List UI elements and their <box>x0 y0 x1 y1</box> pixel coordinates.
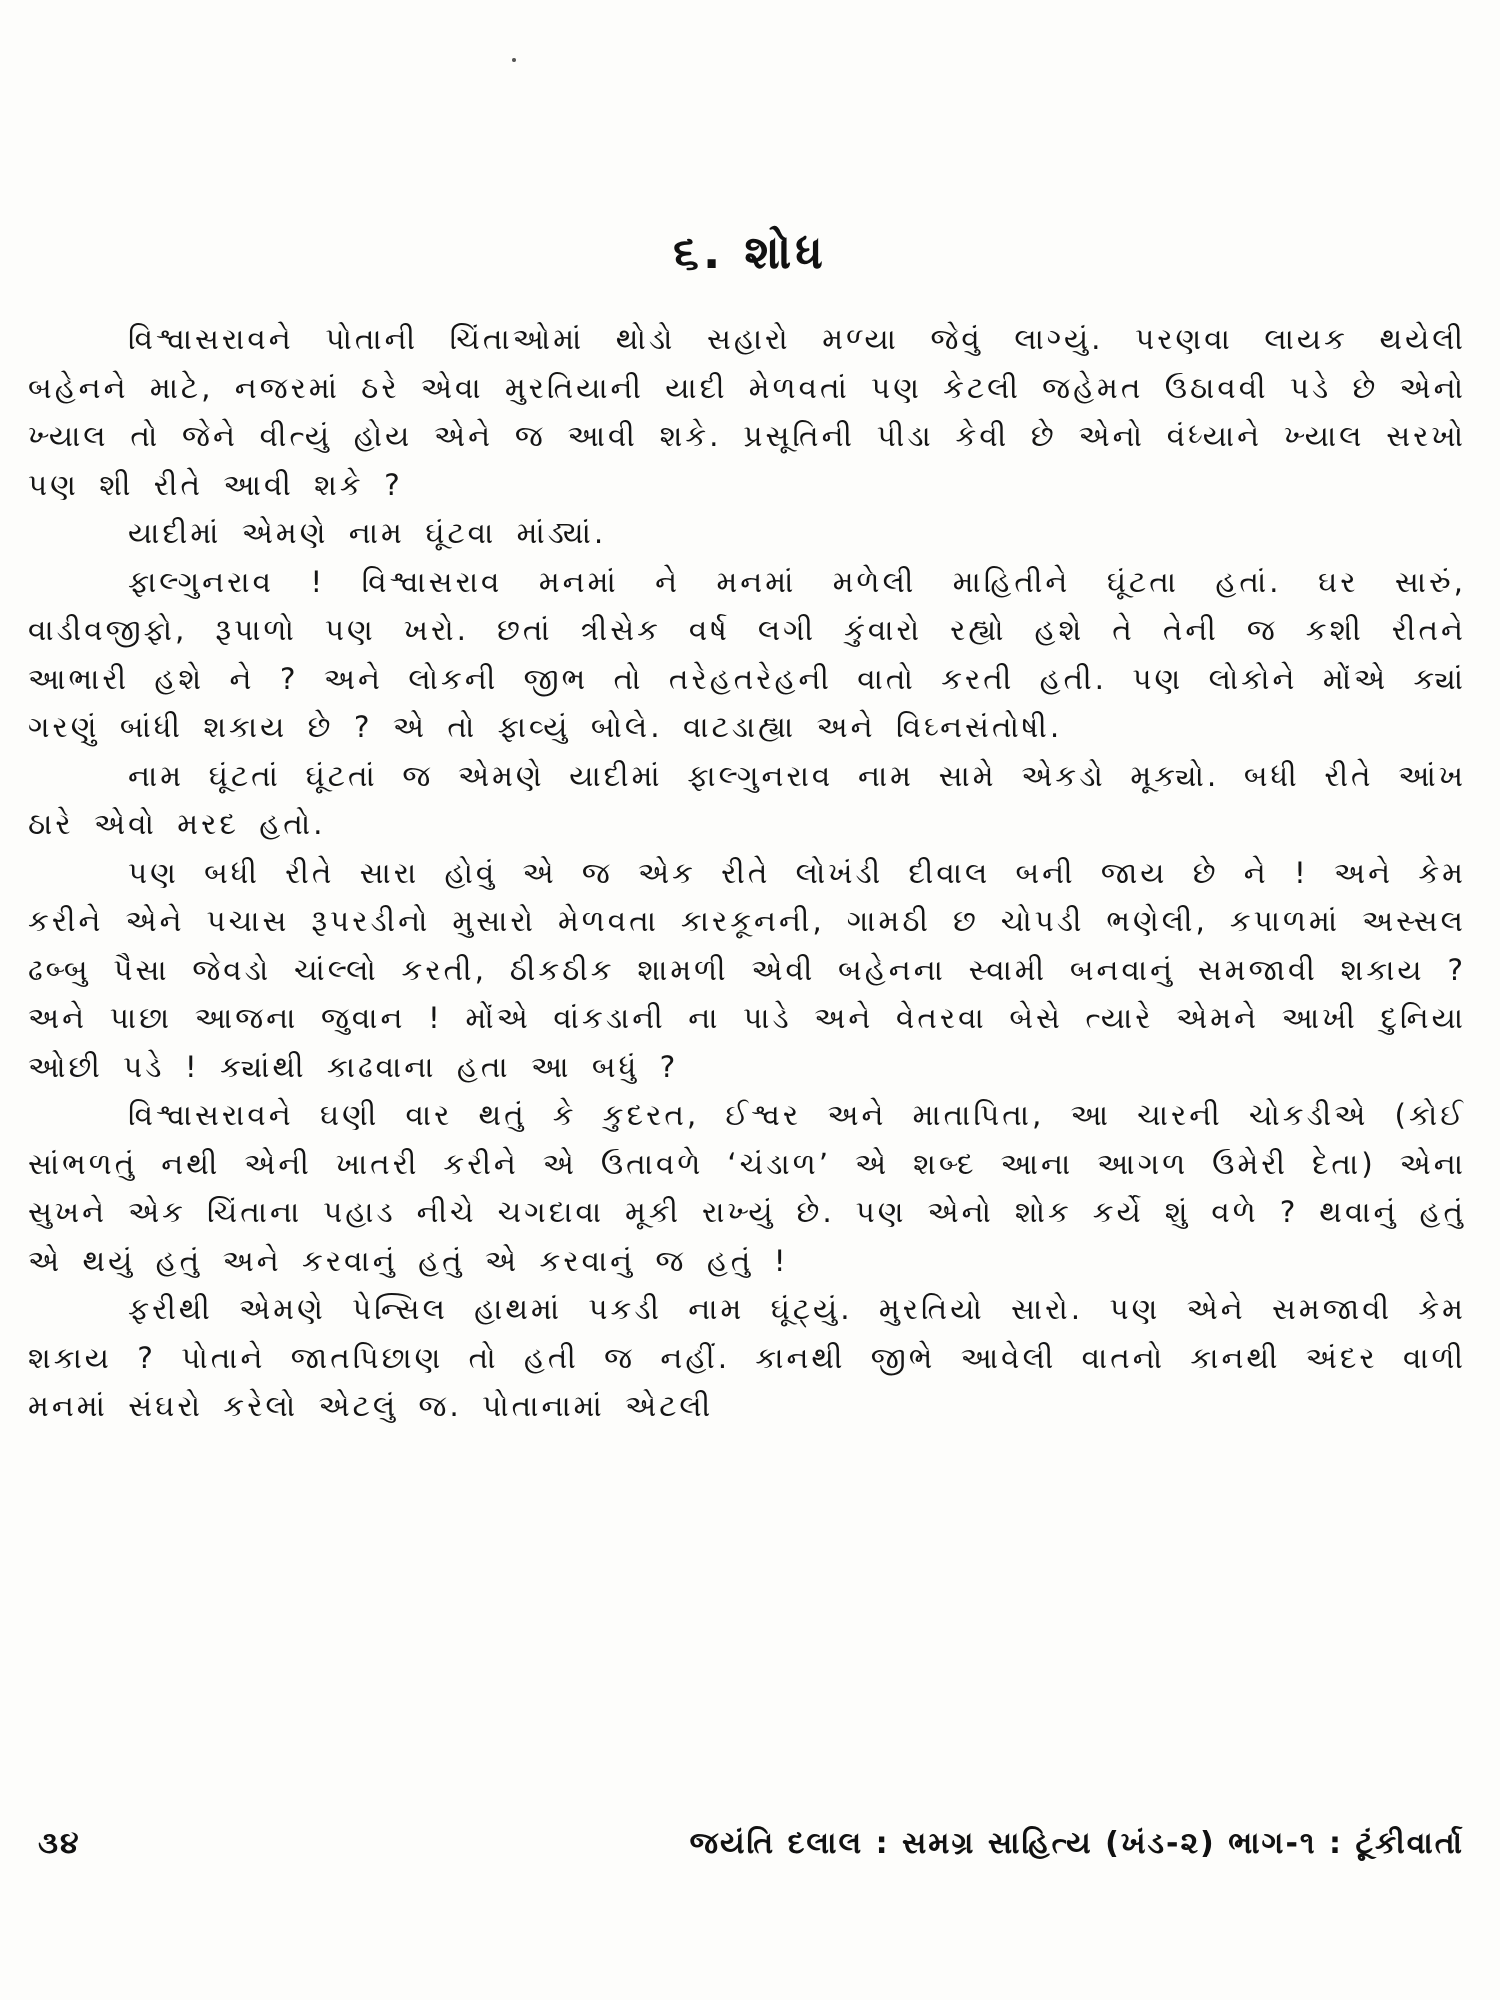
chapter-title: ૬. શોધ <box>673 225 827 279</box>
page-number: ૩૪ <box>38 1826 81 1861</box>
paragraph: વિશ્વાસરાવને પોતાની ચિંતાઓમાં થોડો સહારો મળ્યા જેવું લાગ્યું. પરણવા લાયક થયેલી બહેનને માટે, નજરમાં ઠરે એવા મુરતિયાની યાદી મેળવતાં પણ કેટલી જહેમત ઉઠાવવી પડે છે એનો ખ્યાલ તો જેને વીત્યું હોય એને જ આવી શકે. પ્રસૂતિની પીડા કેવી છે એનો વંધ્યાને ખ્યાલ સરખો પણ શી રીતે આવી શકે ? <box>28 322 1466 502</box>
paragraph: વિશ્વાસરાવને ઘણી વાર થતું કે કુદરત, ઈશ્વર અને માતાપિતા, આ ચારની ચોકડીએ (કોઈ સાંભળતું નથી એની ખાતરી કરીને એ ઉતાવળે ‘ચંડાળ’ એ શબ્દ આના આગળ ઉમેરી દેતા) એના સુખને એક ચિંતાના પહાડ નીચે ચગદાવા મૂકી રાખ્યું છે. પણ એનો શોક કર્યે શું વળે ? થવાનું હતું એ થયું હતું અને કરવાનું હતું એ કરવાનું જ હતું ! <box>28 1098 1466 1278</box>
paragraph: પણ બધી રીતે સારા હોવું એ જ એક રીતે લોખંડી દીવાલ બની જાય છે ને ! અને કેમ કરીને એને પચાસ રૂપરડીનો મુસારો મેળવતા કારકૂનની, ગામઠી છ ચોપડી ભણેલી, કપાળમાં અસ્સલ ઢબ્બુ પૈસા જેવડો ચાંલ્લો કરતી, ઠીકઠીક શામળી એવી બહેનના સ્વામી બનવાનું સમજાવી શકાય ? અને પાછા આજના જુવાન ! મોંએ વાંકડાની ના પાડે અને વેતરવા બેસે ત્યારે એમને આખી દુનિયા ઓછી પડે ! ક્યાંથી કાઢવાના હતા આ બધું ? <box>28 855 1466 1084</box>
paragraph: યાદીમાં એમણે નામ ઘૂંટવા માંડ્યાં. <box>128 516 607 550</box>
paragraph: ફાલ્ગુનરાવ ! વિશ્વાસરાવ મનમાં ને મનમાં મળેલી માહિતીને ઘૂંટતા હતાં. ઘર સારું, વાડીવજીફો, રૂપાળો પણ ખરો. છતાં ત્રીસેક વર્ષ લગી કુંવારો રહ્યો હશે તે તેની જ કશી રીતને આભારી હશે ને ? અને લોકની જીભ તો તરેહતરેહની વાતો કરતી હતી. પણ લોકોને મોંએ ક્યાં ગરણું બાંધી શકાય છે ? એ તો ફાવ્યું બોલે. વાટડાહ્યા અને વિઘ્નસંતોષી. <box>28 564 1466 744</box>
paragraph: નામ ઘૂંટતાં ઘૂંટતાં જ એમણે યાદીમાં ફાલ્ગુનરાવ નામ સામે એકડો મૂક્યો. બધી રીતે આંખ ઠારે એવો મરદ હતો. <box>28 758 1466 841</box>
paragraph: ફરીથી એમણે પેન્સિલ હાથમાં પકડી નામ ઘૂંટ્યું. મુરતિયો સારો. પણ એને સમજાવી કેમ શકાય ? પોતાને જાતપિછાણ તો હતી જ નહીં. કાનથી જીભે આવેલી વાતનો કાનથી અંદર વાળી મનમાં સંઘરો કરેલો એટલું જ. પોતાનામાં એટલી <box>28 1292 1466 1423</box>
print-speck <box>512 58 516 62</box>
running-title: જયંતિ દલાલ : સમગ્ર સાહિત્ય (ખંડ-૨) ભાગ-૧ : ટૂંકીવાર્તા <box>689 1826 1464 1861</box>
body-text <box>28 315 1466 1810</box>
page-footer <box>38 1826 1464 1872</box>
